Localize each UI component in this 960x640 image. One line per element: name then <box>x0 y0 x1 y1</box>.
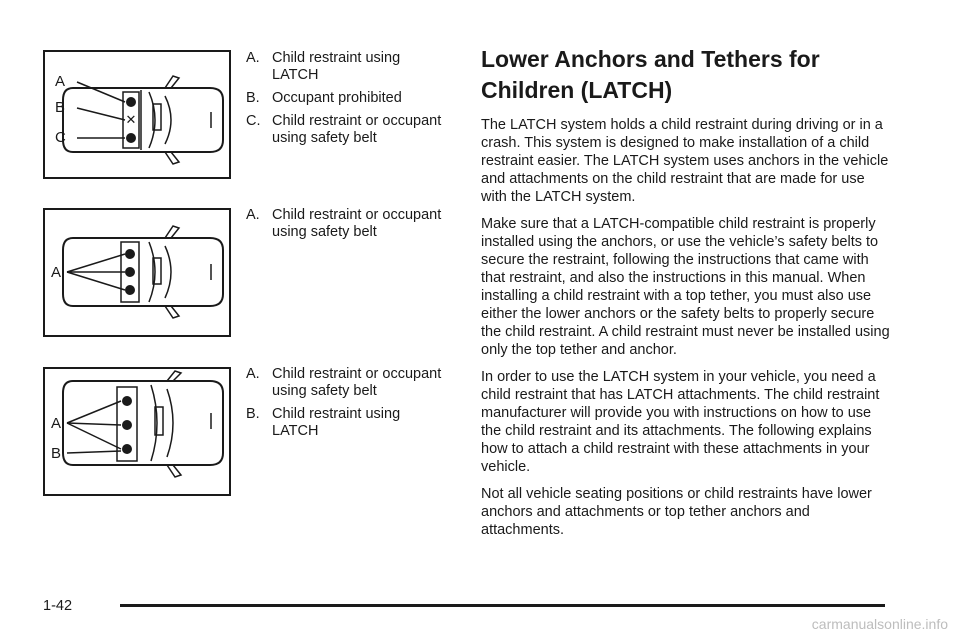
article <box>481 44 891 548</box>
figure-legend-1 <box>246 50 446 153</box>
vehicle-top-view-2 <box>45 210 229 335</box>
legend-item: B. Child restraint using LATCH <box>246 406 401 439</box>
seat-marker-latch <box>126 97 136 107</box>
vehicle-top-view-3 <box>45 369 229 494</box>
figure-seating-diagram-3 <box>43 367 231 496</box>
footer-rule <box>120 604 885 607</box>
page-number: 1-42 <box>43 598 73 614</box>
callout-label: B <box>55 99 66 116</box>
paragraph: Make sure that a LATCH-compatible child restraint is properly installed using the anchors, or use the vehicle’s safety belts to secure the restraint, following the instructions that came with that restraint, and also the instructions in this manual. When installing a child restraint with a top tether, you must also use either the lower anchors or the safety belts to properly secure the child restraint. A child restraint must never be installed using only the top tether and anchor. <box>481 216 890 358</box>
legend-item: A. Child restraint or occupant using safety belt <box>246 207 442 240</box>
section-title: Lower Anchors and Tethers for Children (LATCH) <box>481 46 820 103</box>
paragraph: In order to use the LATCH system in your vehicle, you need a child restraint that has LATCH attachments. The child restraint manufacturer will provide you with instructions on how to use the child restraint and its attachments. The following explains how to attach a child restraint with these attachments in your vehicle. <box>481 369 880 475</box>
callout-label: B <box>51 445 62 462</box>
figure-seating-diagram-2 <box>43 208 231 337</box>
figure-legend-3 <box>246 366 446 446</box>
callout-label: A <box>51 415 62 432</box>
callout-label: A <box>51 264 62 281</box>
legend-item: C. Child restraint or occupant using safety belt <box>246 113 442 146</box>
svg-text:✕: ✕ <box>125 112 137 127</box>
legend-item: B. Occupant prohibited <box>246 90 402 106</box>
callout-label: C <box>55 129 66 146</box>
paragraph: Not all vehicle seating positions or child restraints have lower anchors and attachments or top tether anchors and attachments. <box>481 486 872 538</box>
legend-item: A. Child restraint or occupant using safety belt <box>246 366 442 399</box>
figure-legend-2 <box>246 207 446 247</box>
vehicle-top-view-1 <box>45 52 229 177</box>
watermark: carmanualsonline.info <box>811 616 948 632</box>
legend-item: A. Child restraint using LATCH <box>246 50 401 83</box>
callout-label: A <box>55 73 66 90</box>
paragraph: The LATCH system holds a child restraint during driving or in a crash. This system is designed to make installation of a child restraint easier. The LATCH system uses anchors in the vehicle and attachments on the child restraint that are made for use with the LATCH system. <box>481 117 889 205</box>
figure-seating-diagram-1 <box>43 50 231 179</box>
